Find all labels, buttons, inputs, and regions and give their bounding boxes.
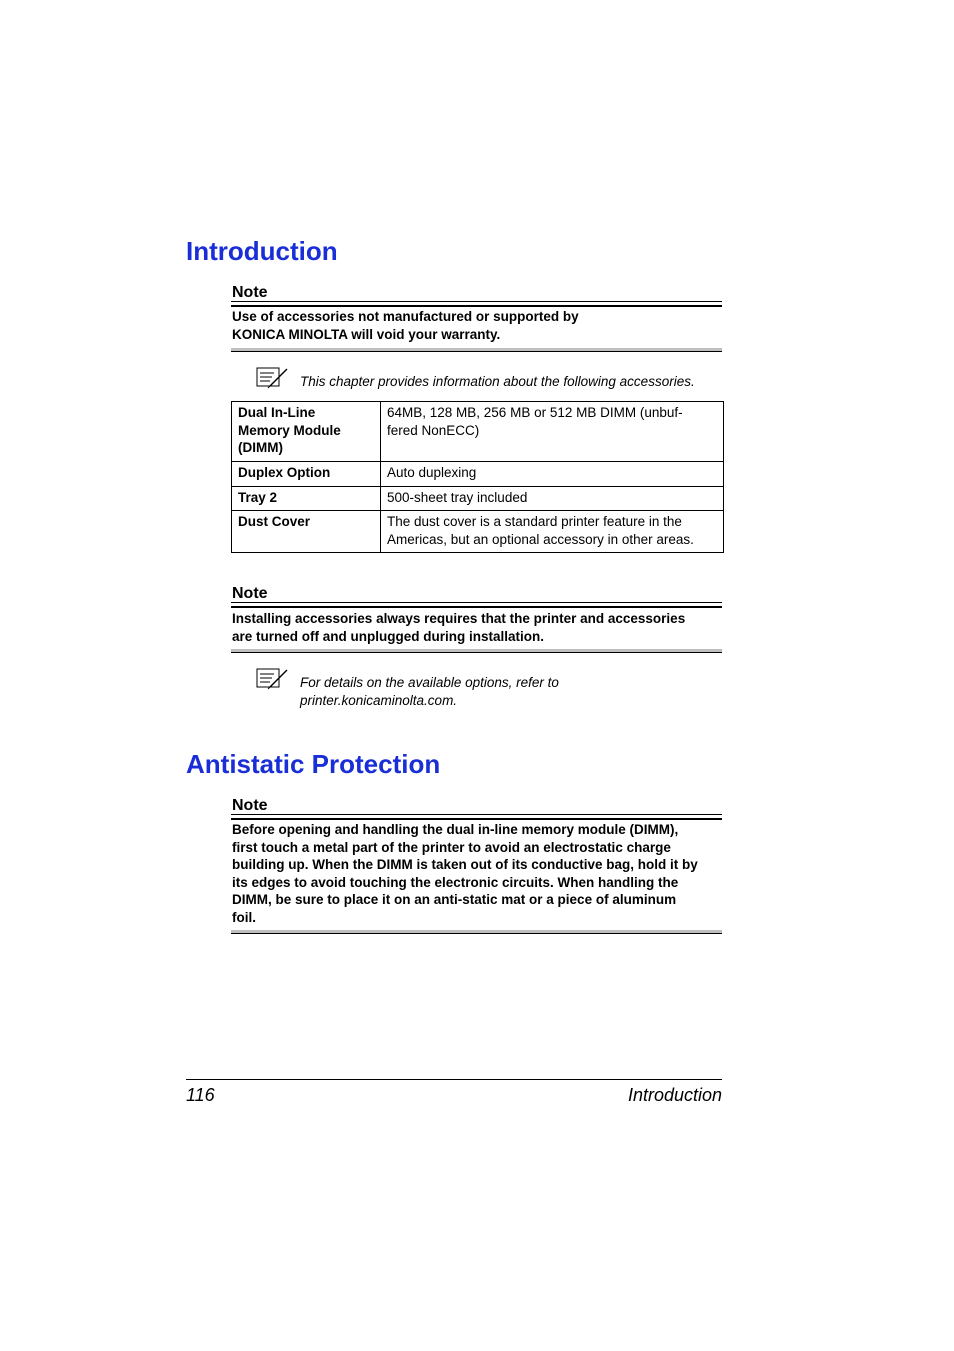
accessory-name bbox=[232, 462, 381, 487]
note-top-rule-thick bbox=[231, 305, 722, 307]
accessories-table bbox=[231, 401, 724, 553]
note-top-rule bbox=[231, 602, 722, 603]
accessory-description bbox=[381, 511, 724, 553]
table-row bbox=[232, 462, 724, 487]
cell-line: Memory Module bbox=[238, 422, 341, 438]
footer-rule bbox=[186, 1079, 722, 1080]
note-top-rule bbox=[231, 301, 722, 302]
accessory-name bbox=[232, 402, 381, 462]
cell-line: fered NonECC) bbox=[387, 422, 480, 438]
note-line: foil. bbox=[232, 909, 256, 925]
note-bottom-rule-dark bbox=[231, 933, 722, 934]
intro-heading: Introduction bbox=[186, 236, 338, 266]
memo-line: For details on the available options, refer to bbox=[300, 675, 559, 690]
memo-pencil-icon bbox=[256, 666, 290, 692]
cell-line: Dual In-Line bbox=[238, 405, 316, 420]
memo-text: This chapter provides information about the following accessories. bbox=[300, 374, 695, 389]
note-body bbox=[232, 610, 722, 645]
accessory-name bbox=[232, 486, 381, 511]
note-top-rule bbox=[231, 814, 722, 815]
accessory-description bbox=[381, 462, 724, 487]
note-line: its edges to avoid touching the electronic circuits. When handling the bbox=[232, 874, 679, 890]
page-number: 116 bbox=[186, 1085, 215, 1105]
note-body bbox=[232, 308, 722, 343]
note-top-rule-thick bbox=[231, 606, 722, 608]
cell-line: Auto duplexing bbox=[387, 465, 477, 480]
cell-line: Dust Cover bbox=[238, 514, 311, 529]
note-line: DIMM, be sure to place it on an anti-static mat or a piece of aluminum bbox=[232, 892, 677, 907]
cell-line: 64MB, 128 MB, 256 MB or 512 MB DIMM (unbuf- bbox=[387, 405, 683, 420]
note-line: first touch a metal part of the printer to avoid an electrostatic charge bbox=[232, 839, 671, 855]
accessory-name bbox=[232, 511, 381, 553]
note-line: KONICA MINOLTA will void your warranty. bbox=[232, 326, 501, 342]
table-row bbox=[232, 486, 724, 511]
note-line: Before opening and handling the dual in-line memory module (DIMM), bbox=[232, 822, 679, 837]
accessory-description bbox=[381, 486, 724, 511]
note-line: Installing accessories always requires that the printer and accessories bbox=[232, 611, 686, 626]
table-row bbox=[232, 511, 724, 553]
antistatic-heading: Antistatic Protection bbox=[186, 749, 441, 779]
note-label: Note bbox=[232, 797, 268, 814]
cell-line: The dust cover is a standard printer feature in the bbox=[387, 514, 682, 529]
memo-pencil-icon bbox=[256, 365, 290, 391]
note-label: Note bbox=[232, 585, 268, 602]
cell-line: (DIMM) bbox=[238, 440, 283, 455]
cell-line: 500-sheet tray included bbox=[387, 489, 528, 505]
note-line: Use of accessories not manufactured or supported by bbox=[232, 309, 579, 324]
accessory-description bbox=[381, 402, 724, 462]
cell-line: Tray 2 bbox=[238, 489, 278, 505]
memo-line: printer.konicaminolta.com. bbox=[300, 693, 458, 708]
table-row bbox=[232, 402, 724, 462]
note-line: building up. When the DIMM is taken out of its conductive bag, hold it by bbox=[232, 857, 698, 872]
note-body bbox=[232, 821, 722, 926]
memo-text bbox=[300, 674, 559, 710]
note-bottom-rule-dark bbox=[231, 351, 722, 352]
note-top-rule-thick bbox=[231, 818, 722, 820]
cell-line: Americas, but an optional accessory in other areas. bbox=[387, 531, 694, 547]
cell-line: Duplex Option bbox=[238, 465, 331, 480]
note-line: are turned off and unplugged during installation. bbox=[232, 628, 544, 644]
footer-section-title: Introduction bbox=[627, 1085, 722, 1105]
note-label: Note bbox=[232, 284, 268, 301]
note-bottom-rule-dark bbox=[231, 652, 722, 653]
